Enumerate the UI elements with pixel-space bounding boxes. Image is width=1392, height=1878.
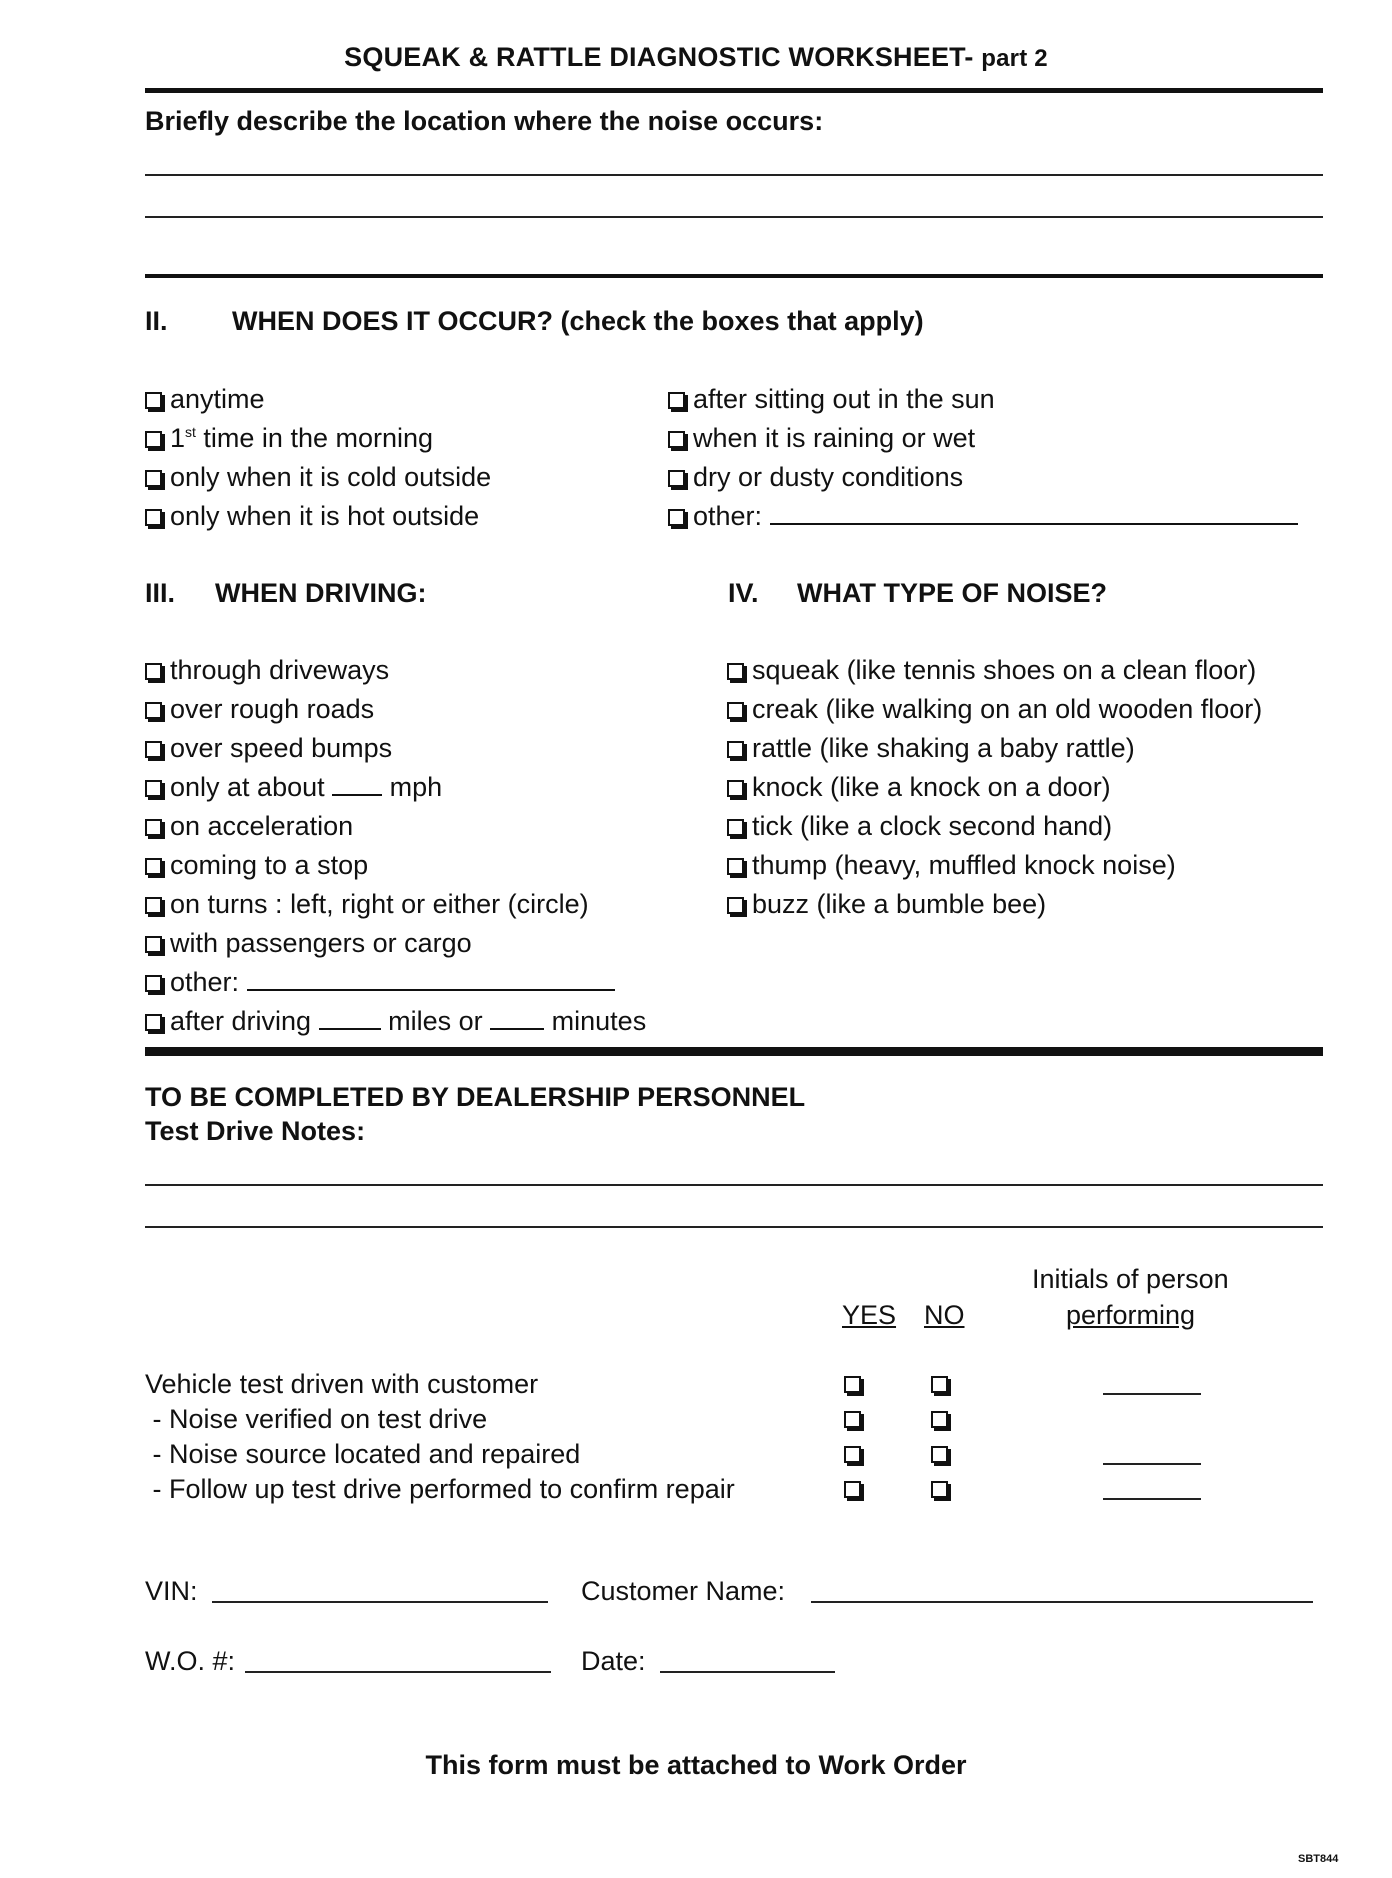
- noise-knock[interactable]: knock (like a knock on a door): [727, 772, 1111, 803]
- when-anytime[interactable]: anytime: [145, 384, 265, 415]
- when-cold[interactable]: only when it is cold outside: [145, 462, 491, 493]
- checkbox[interactable]: [145, 819, 162, 836]
- dealer-heading: TO BE COMPLETED BY DEALERSHIP PERSONNEL: [145, 1082, 806, 1112]
- checkbox[interactable]: [727, 897, 744, 914]
- checkbox[interactable]: [145, 663, 162, 680]
- driving-after[interactable]: after driving miles or minutes: [145, 1006, 646, 1037]
- no-checkbox[interactable]: [931, 1411, 948, 1428]
- vin-field[interactable]: [212, 1601, 548, 1603]
- checkbox[interactable]: [727, 780, 744, 797]
- page-title: [0, 42, 1392, 73]
- yes-checkbox[interactable]: [844, 1411, 861, 1428]
- noise-squeak[interactable]: squeak (like tennis shoes on a clean floor): [727, 655, 1256, 686]
- customer-name-field[interactable]: [811, 1601, 1313, 1603]
- row-noise-verified: - Noise verified on test drive: [145, 1404, 488, 1434]
- attach-notice: This form must be attached to Work Order: [425, 1750, 967, 1780]
- checkbox[interactable]: [145, 392, 162, 409]
- when-first-morning[interactable]: 1st time in the morning: [145, 423, 433, 454]
- row-follow-up: - Follow up test drive performed to confirm repair: [145, 1474, 735, 1504]
- date-label: Date:: [581, 1646, 646, 1676]
- driving-other[interactable]: other:: [145, 967, 615, 998]
- noise-buzz[interactable]: buzz (like a bumble bee): [727, 889, 1046, 920]
- checkbox[interactable]: [145, 470, 162, 487]
- title-main: SQUEAK & RATTLE DIAGNOSTIC WORKSHEET-: [344, 42, 974, 72]
- checkbox[interactable]: [145, 1014, 162, 1031]
- driving-rough-roads[interactable]: over rough roads: [145, 694, 374, 725]
- checkbox[interactable]: [145, 431, 162, 448]
- checkbox[interactable]: [145, 741, 162, 758]
- section2-number: II.: [145, 306, 168, 336]
- doc-code: SBT844: [1298, 1853, 1339, 1865]
- wo-field[interactable]: [245, 1671, 551, 1673]
- no-checkbox[interactable]: [931, 1376, 948, 1393]
- col-no: NO: [924, 1300, 965, 1330]
- yes-checkbox[interactable]: [844, 1446, 861, 1463]
- driving-stop[interactable]: coming to a stop: [145, 850, 368, 881]
- yes-checkbox[interactable]: [844, 1376, 861, 1393]
- wo-label: W.O. #:: [145, 1646, 236, 1676]
- initials-field[interactable]: [1103, 1463, 1201, 1465]
- initials-field[interactable]: [1103, 1498, 1201, 1500]
- date-field[interactable]: [660, 1671, 835, 1673]
- checkbox[interactable]: [668, 509, 685, 526]
- driving-passengers[interactable]: with passengers or cargo: [145, 928, 472, 959]
- test-drive-notes-label: Test Drive Notes:: [145, 1116, 366, 1146]
- minutes-field[interactable]: [490, 1008, 544, 1030]
- col-yes: YES: [842, 1300, 897, 1330]
- section4-heading: WHAT TYPE OF NOISE?: [797, 578, 1107, 608]
- driving-speed-bumps[interactable]: over speed bumps: [145, 733, 392, 764]
- checkbox[interactable]: [668, 470, 685, 487]
- section3-heading: WHEN DRIVING:: [215, 578, 427, 608]
- location-line-2[interactable]: [145, 216, 1323, 218]
- no-checkbox[interactable]: [931, 1446, 948, 1463]
- row-noise-repaired: - Noise source located and repaired: [145, 1439, 581, 1469]
- mph-field[interactable]: [332, 774, 382, 796]
- location-prompt: Briefly describe the location where the noise occurs:: [145, 106, 824, 136]
- col-initials-1: Initials of person: [1032, 1264, 1229, 1294]
- noise-rattle[interactable]: rattle (like shaking a baby rattle): [727, 733, 1135, 764]
- title-suffix: part 2: [981, 45, 1048, 72]
- checkbox[interactable]: [727, 702, 744, 719]
- checkbox[interactable]: [145, 780, 162, 797]
- driving-driveways[interactable]: through driveways: [145, 655, 389, 686]
- when-other-field[interactable]: [770, 503, 1298, 525]
- driving-acceleration[interactable]: on acceleration: [145, 811, 353, 842]
- section3-number: III.: [145, 578, 176, 608]
- no-checkbox[interactable]: [931, 1481, 948, 1498]
- customer-name-label: Customer Name:: [581, 1576, 786, 1606]
- location-line-1[interactable]: [145, 174, 1323, 176]
- checkbox[interactable]: [145, 702, 162, 719]
- checkbox[interactable]: [145, 897, 162, 914]
- checkbox[interactable]: [727, 663, 744, 680]
- section-rule: [145, 274, 1323, 278]
- checkbox[interactable]: [145, 936, 162, 953]
- when-dusty[interactable]: dry or dusty conditions: [668, 462, 963, 493]
- when-other[interactable]: other:: [668, 501, 1298, 532]
- miles-field[interactable]: [319, 1008, 381, 1030]
- driving-other-field[interactable]: [247, 969, 615, 991]
- yes-checkbox[interactable]: [844, 1481, 861, 1498]
- checkbox[interactable]: [145, 975, 162, 992]
- title-rule: [145, 88, 1323, 93]
- col-initials-2: performing: [1066, 1300, 1196, 1330]
- initials-field[interactable]: [1103, 1393, 1201, 1395]
- notes-line-2[interactable]: [145, 1226, 1323, 1228]
- noise-creak[interactable]: creak (like walking on an old wooden floor): [727, 694, 1262, 725]
- checkbox[interactable]: [145, 509, 162, 526]
- checkbox[interactable]: [727, 858, 744, 875]
- section4-number: IV.: [728, 578, 759, 608]
- when-raining[interactable]: when it is raining or wet: [668, 423, 975, 454]
- dealer-rule: [145, 1047, 1323, 1056]
- checkbox[interactable]: [727, 741, 744, 758]
- notes-line-1[interactable]: [145, 1184, 1323, 1186]
- checkbox[interactable]: [727, 819, 744, 836]
- noise-tick[interactable]: tick (like a clock second hand): [727, 811, 1112, 842]
- when-hot[interactable]: only when it is hot outside: [145, 501, 479, 532]
- vin-label: VIN:: [145, 1576, 198, 1606]
- row-test-driven: Vehicle test driven with customer: [145, 1369, 539, 1399]
- checkbox[interactable]: [668, 431, 685, 448]
- driving-turns[interactable]: on turns : left, right or either (circle): [145, 889, 589, 920]
- when-sun[interactable]: after sitting out in the sun: [668, 384, 995, 415]
- driving-at-mph[interactable]: only at about mph: [145, 772, 442, 803]
- noise-thump[interactable]: thump (heavy, muffled knock noise): [727, 850, 1176, 881]
- section2-heading: WHEN DOES IT OCCUR? (check the boxes that apply): [232, 306, 924, 336]
- checkbox[interactable]: [145, 858, 162, 875]
- checkbox[interactable]: [668, 392, 685, 409]
